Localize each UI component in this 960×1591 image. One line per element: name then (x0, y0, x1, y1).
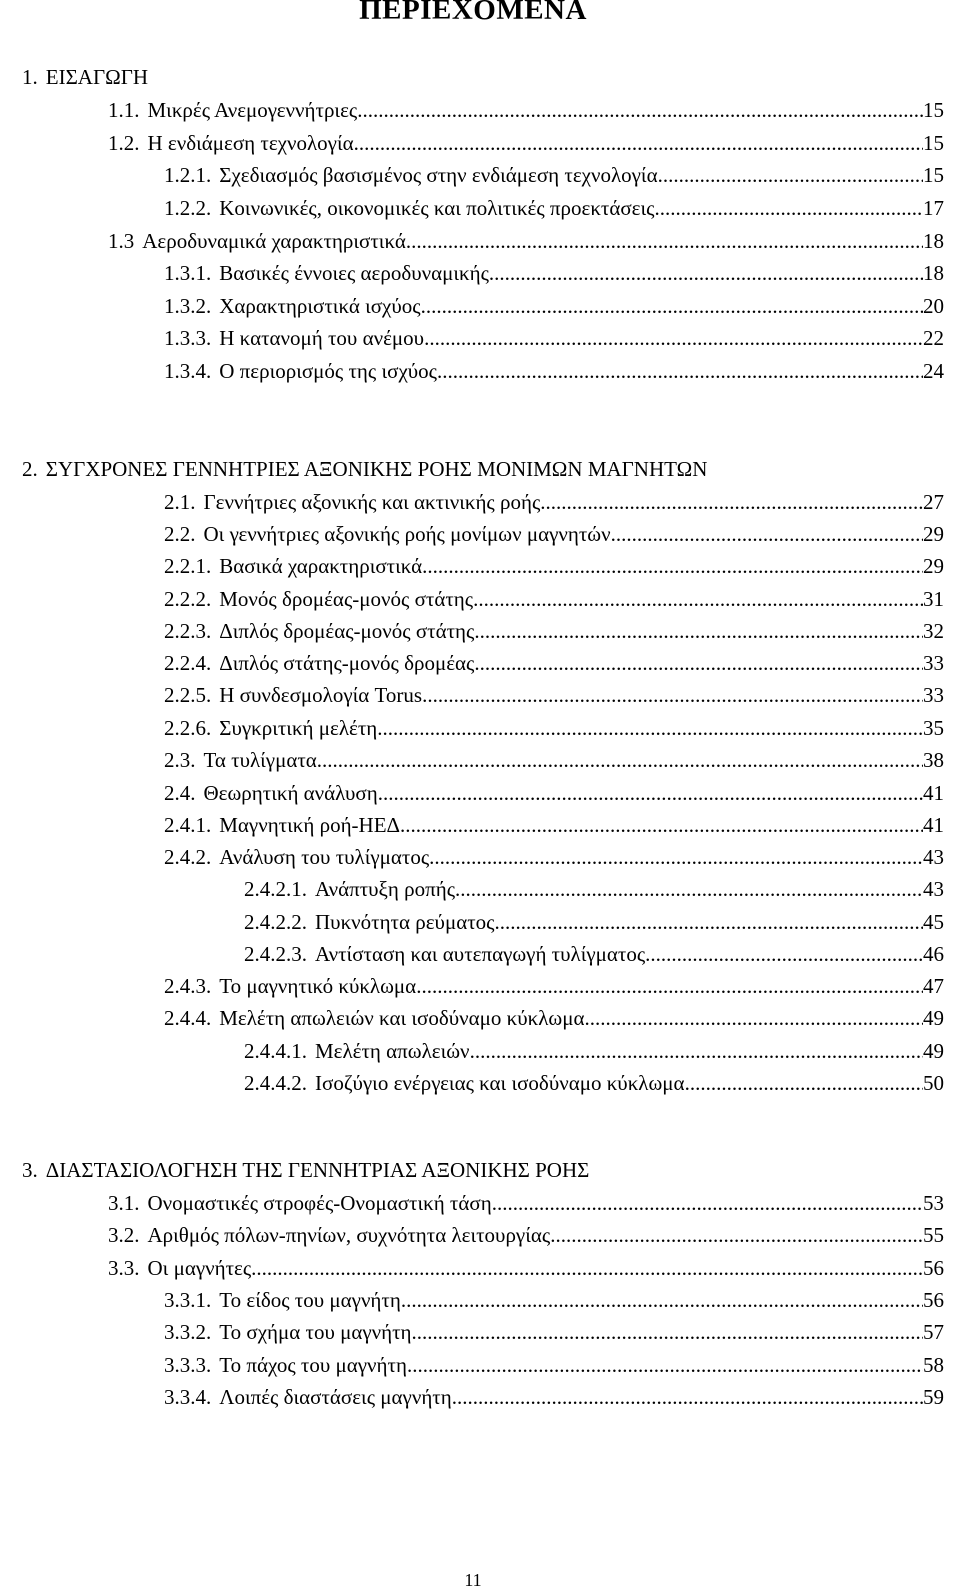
entry-title: Οι γεννήτριες αξονικής ροής μονίμων μαγνητών (203, 522, 611, 546)
toc-entry (164, 778, 944, 808)
toc-entry (164, 584, 944, 614)
toc-entry (164, 193, 944, 223)
toc-entry (164, 616, 944, 646)
entry-title: Λοιπές διαστάσεις μαγνήτη (219, 1385, 452, 1409)
dot-leader (685, 1068, 923, 1098)
entry-number: 2.2.4. (164, 651, 212, 675)
dot-leader (658, 160, 923, 190)
dot-leader (251, 1253, 923, 1283)
entry-title: Ονομαστικές στροφές-Ονομαστική τάση (147, 1191, 492, 1215)
toc-entry (244, 907, 944, 937)
entry-number: 2.2.2. (164, 587, 212, 611)
dot-leader (354, 128, 923, 158)
dot-leader (377, 713, 923, 743)
dot-leader (474, 616, 923, 646)
entry-page: 24 (923, 359, 944, 383)
toc-entry (244, 939, 944, 969)
entry-title: Ο περιορισμός της ισχύος (219, 359, 437, 383)
toc-entry (164, 648, 944, 678)
dot-leader (584, 1003, 923, 1033)
dot-leader (424, 323, 923, 353)
entry-number: 1.3.1. (164, 261, 212, 285)
entry-page: 59 (923, 1385, 944, 1409)
entry-number: 2.4.4.1. (244, 1039, 307, 1063)
entry-page: 46 (923, 942, 944, 966)
entry-number: 1.3 (108, 229, 135, 253)
entry-number: 3.3.1. (164, 1288, 212, 1312)
chapter-title: ΔΙΑΣΤΑΣΙΟΛΟΓΗΣΗ ΤΗΣ ΓΕΝΝΗΤΡΙΑΣ ΑΞΟΝΙΚΗΣ ΡΟΗΣ (45, 1158, 590, 1182)
entry-number: 2.4.4.2. (244, 1071, 307, 1095)
entry-page: 18 (923, 229, 944, 253)
dot-leader (550, 1220, 923, 1250)
entry-title: Αεροδυναμικά χαρακτηριστικά (142, 229, 406, 253)
entry-title: Μελέτη απωλειών και ισοδύναμο κύκλωμα (219, 1006, 585, 1030)
toc-entry (164, 356, 944, 386)
dot-leader (357, 95, 923, 125)
entry-number: 2.4.2.3. (244, 942, 307, 966)
entry-title: Μαγνητική ροή-ΗΕΔ (219, 813, 401, 837)
toc-entry (164, 971, 944, 1001)
entry-page: 29 (923, 522, 944, 546)
dot-leader (470, 1036, 923, 1066)
entry-number: 2.4.3. (164, 974, 212, 998)
dot-leader (412, 1317, 923, 1347)
entry-number: 1.2.1. (164, 163, 212, 187)
entry-page: 33 (923, 683, 944, 707)
entry-title: Βασικές έννοιες αεροδυναμικής (219, 261, 489, 285)
entry-number: 3.3.2. (164, 1320, 212, 1344)
entry-page: 47 (923, 974, 944, 998)
dot-leader (422, 551, 923, 581)
dot-leader (378, 778, 923, 808)
entry-page: 45 (923, 910, 944, 934)
chapter-heading (22, 62, 148, 92)
chapter-title: ΕΙΣΑΓΩΓΗ (45, 65, 149, 89)
entry-page: 32 (923, 619, 944, 643)
dot-leader (474, 648, 923, 678)
dot-leader (416, 971, 923, 1001)
entry-title: Γεννήτριες αξονικής και ακτινικής ροής (203, 490, 541, 514)
entry-page: 17 (923, 196, 944, 220)
dot-leader (540, 487, 923, 517)
dot-leader (452, 1382, 923, 1412)
toc-entry (164, 1350, 944, 1380)
toc-entry (164, 1285, 944, 1315)
toc-entry (164, 680, 944, 710)
toc-entry (108, 1253, 944, 1283)
entry-number: 2.2.6. (164, 716, 212, 740)
toc-entry (108, 1188, 944, 1218)
entry-number: 2.3. (164, 748, 196, 772)
entry-title: Συγκριτική μελέτη (219, 716, 378, 740)
toc-entry (244, 1068, 944, 1098)
chapter-heading (22, 454, 707, 484)
toc-entry (164, 258, 944, 288)
toc-entry (108, 95, 944, 125)
entry-title: Ανάπτυξη ροπής (315, 877, 456, 901)
dot-leader (421, 291, 923, 321)
entry-page: 43 (923, 877, 944, 901)
entry-number: 2.4.2.2. (244, 910, 307, 934)
chapter-heading (22, 1155, 589, 1185)
dot-leader (437, 356, 923, 386)
toc-entry (108, 128, 944, 158)
dot-leader (654, 193, 923, 223)
entry-page: 55 (923, 1223, 944, 1247)
dot-leader (401, 1285, 923, 1315)
entry-page: 15 (923, 163, 944, 187)
entry-number: 1.3.3. (164, 326, 212, 350)
entry-number: 2.2.5. (164, 683, 212, 707)
entry-number: 2.2.1. (164, 554, 212, 578)
entry-title: Η συνδεσμολογία Torus (219, 683, 423, 707)
entry-page: 33 (923, 651, 944, 675)
entry-title: Βασικά χαρακτηριστικά (219, 554, 423, 578)
dot-leader (492, 1188, 923, 1218)
dot-leader (645, 939, 923, 969)
toc-entry (164, 1382, 944, 1412)
dot-leader (489, 258, 923, 288)
entry-number: 2.4. (164, 781, 196, 805)
toc-entry (164, 810, 944, 840)
entry-page: 57 (923, 1320, 944, 1344)
dot-leader (406, 226, 923, 256)
entry-number: 2.2.3. (164, 619, 212, 643)
toc-entry (164, 1317, 944, 1347)
toc-entry (164, 487, 944, 517)
entry-number: 1.2.2. (164, 196, 212, 220)
entry-number: 2.4.4. (164, 1006, 212, 1030)
entry-title: Μελέτη απωλειών (315, 1039, 470, 1063)
toc-entry (164, 291, 944, 321)
dot-leader (494, 907, 923, 937)
entry-number: 2.4.1. (164, 813, 212, 837)
toc-entry (164, 551, 944, 581)
entry-number: 2.4.2.1. (244, 877, 307, 901)
entry-title: Τα τυλίγματα (203, 748, 317, 772)
page-title: ΠΕΡΙΕΧΟΜΕΝΑ (359, 0, 587, 26)
entry-page: 15 (923, 131, 944, 155)
entry-title: Χαρακτηριστικά ισχύος (219, 294, 421, 318)
entry-title: Διπλός στάτης-μονός δρομέας (219, 651, 475, 675)
toc-entry (244, 1036, 944, 1066)
entry-title: Αριθμός πόλων-πηνίων, συχνότητα λειτουργίας (147, 1223, 551, 1247)
entry-title: Διπλός δρομέας-μονός στάτης (219, 619, 475, 643)
entry-page: 22 (923, 326, 944, 350)
entry-title: Το είδος του μαγνήτη (219, 1288, 401, 1312)
toc-entry (244, 874, 944, 904)
entry-number: 3.3.3. (164, 1353, 212, 1377)
entry-page: 18 (923, 261, 944, 285)
toc-entry (164, 745, 944, 775)
dot-leader (422, 680, 923, 710)
entry-page: 27 (923, 490, 944, 514)
entry-title: Η ενδιάμεση τεχνολογία (147, 131, 354, 155)
entry-title: Οι μαγνήτες (147, 1256, 252, 1280)
entry-title: Πυκνότητα ρεύματος (315, 910, 495, 934)
entry-page: 41 (923, 781, 944, 805)
entry-title: Ισοζύγιο ενέργειας και ισοδύναμο κύκλωμα (315, 1071, 685, 1095)
chapter-number: 1. (22, 65, 38, 89)
entry-number: 2.1. (164, 490, 196, 514)
page-number: 11 (464, 1570, 482, 1590)
entry-title: Μικρές Ανεμογεννήτριες (147, 98, 358, 122)
entry-number: 3.3. (108, 1256, 140, 1280)
toc-entry (164, 842, 944, 872)
entry-title: Το μαγνητικό κύκλωμα (219, 974, 417, 998)
chapter-number: 3. (22, 1158, 38, 1182)
entry-page: 35 (923, 716, 944, 740)
entry-number: 3.1. (108, 1191, 140, 1215)
entry-number: 2.2. (164, 522, 196, 546)
toc-entry (108, 226, 944, 256)
entry-number: 1.1. (108, 98, 140, 122)
entry-page: 49 (923, 1006, 944, 1030)
entry-title: Η κατανομή του ανέμου (219, 326, 425, 350)
entry-page: 29 (923, 554, 944, 578)
entry-page: 41 (923, 813, 944, 837)
entry-title: Θεωρητική ανάλυση (203, 781, 378, 805)
entry-page: 15 (923, 98, 944, 122)
dot-leader (429, 842, 923, 872)
entry-title: Το σχήμα του μαγνήτη (219, 1320, 412, 1344)
dot-leader (317, 745, 923, 775)
toc-entry (164, 1003, 944, 1033)
entry-title: Κοινωνικές, οικονομικές και πολιτικές προεκτάσεις (219, 196, 655, 220)
entry-page: 58 (923, 1353, 944, 1377)
dot-leader (455, 874, 923, 904)
toc-entry (108, 1220, 944, 1250)
dot-leader (407, 1350, 923, 1380)
entry-title: Αντίσταση και αυτεπαγωγή τυλίγματος (315, 942, 646, 966)
entry-page: 56 (923, 1288, 944, 1312)
chapter-title: ΣΥΓΧΡΟΝΕΣ ΓΕΝΝΗΤΡΙΕΣ ΑΞΟΝΙΚΗΣ ΡΟΗΣ ΜΟΝΙΜΩΝ ΜΑΓΝΗΤΩΝ (45, 457, 708, 481)
entry-page: 38 (923, 748, 944, 772)
dot-leader (400, 810, 923, 840)
entry-title: Μονός δρομέας-μονός στάτης (219, 587, 474, 611)
entry-number: 2.4.2. (164, 845, 212, 869)
entry-page: 49 (923, 1039, 944, 1063)
entry-number: 1.3.2. (164, 294, 212, 318)
toc-entry (164, 160, 944, 190)
entry-number: 1.2. (108, 131, 140, 155)
entry-title: Το πάχος του μαγνήτη (219, 1353, 407, 1377)
entry-page: 53 (923, 1191, 944, 1215)
dot-leader (611, 519, 923, 549)
entry-number: 3.2. (108, 1223, 140, 1247)
entry-page: 56 (923, 1256, 944, 1280)
entry-number: 3.3.4. (164, 1385, 212, 1409)
toc-entry (164, 713, 944, 743)
entry-page: 43 (923, 845, 944, 869)
entry-page: 20 (923, 294, 944, 318)
entry-page: 31 (923, 587, 944, 611)
entry-title: Ανάλυση του τυλίγματος (219, 845, 430, 869)
entry-page: 50 (923, 1071, 944, 1095)
toc-entry (164, 519, 944, 549)
entry-number: 1.3.4. (164, 359, 212, 383)
chapter-number: 2. (22, 457, 38, 481)
entry-title: Σχεδιασμός βασισμένος στην ενδιάμεση τεχνολογία (219, 163, 658, 187)
dot-leader (473, 584, 923, 614)
toc-entry (164, 323, 944, 353)
